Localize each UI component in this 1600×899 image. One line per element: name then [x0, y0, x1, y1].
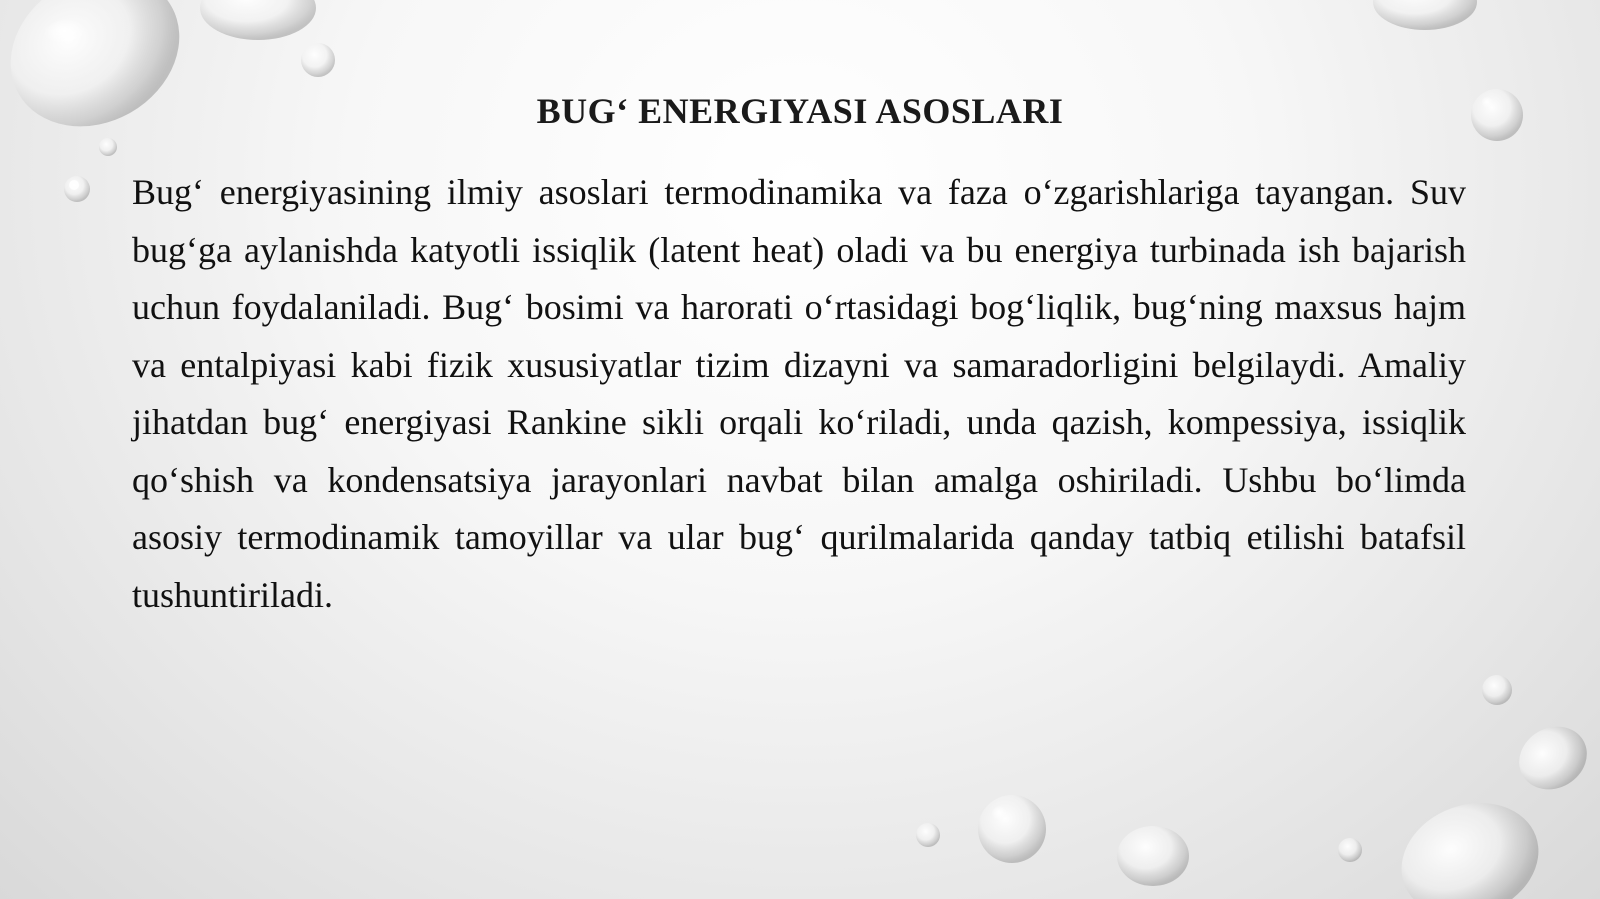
slide-title: BUG‘ ENERGIYASI ASOSLARI — [536, 91, 1064, 132]
body-paragraph: Bug‘ energiyasining ilmiy asoslari termodinamika va faza o‘zgarishlariga tayangan. Suv bug‘ga aylanishda katyotli issiqlik (latent heat) oladi va bu energiya turbinada ish bajarish uchun foydalaniladi. Bug‘ bosimi va harorati o‘rtasidagi bog‘liqlik, bug‘ning maxsus hajm va entalpiyasi kabi fizik xususiyatlar tizim dizayni va samaradorligini belgilaydi. Amaliy jihatdan bug‘ energiyasi Rankine sikli orqali ko‘riladi, unda qazish, kompessiya, issiqlik qo‘shish va kondensatsiya jarayonlari navbat bilan amalga oshiriladi. Ushbu bo‘limda asosiy termodinamik tamoyillar va ular bug‘ qurilmalarida qanday tatbiq etilishi batafsil tushuntiriladi. — [132, 172, 1466, 615]
water-drop-bullet-icon — [62, 174, 92, 204]
